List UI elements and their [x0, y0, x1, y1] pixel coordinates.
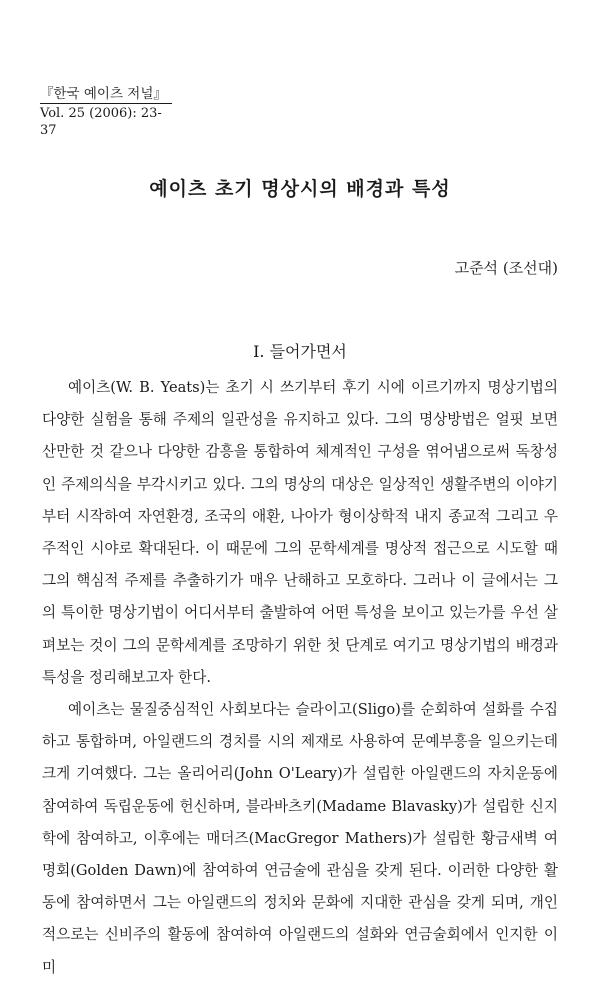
journal-header: [40, 86, 172, 139]
paper-title: 예이츠 초기 명상시의 배경과 특성: [149, 178, 451, 200]
paragraph-1: 예이츠(W. B. Yeats)는 초기 시 쓰기부터 후기 시에 이르기까지 명상기법의 다양한 실험을 통해 주제의 일관성을 유지하고 있다. 그의 명상방법은 얼핏 보면 산만한 것 같으나 다양한 감흥을 통합하여 체계적인 구성을 엮어냄으로써 독창성인 주제의식을 부각시키고 있다. 그의 명상의 대상은 일상적인 생활주변의 이야기부터 시작하여 자연환경, 조국의 애환, 나아가 형이상학적 내지 종교적 그리고 우주적인 시야로 확대된다. 이 때문에 그의 문학세계를 명상적 접근으로 시도할 때 그의 핵심적 주제를 추출하기가 매우 난해하고 모호하다. 그러나 이 글에서는 그의 특이한 명상기법이 어디서부터 출발하여 어떤 특성을 보이고 있는가를 우선 살펴보는 것이 그의 문학세계를 조망하기 위한 첫 단계로 여기고 명상기법의 배경과 특성을 정리해보고자 한다.: [42, 379, 558, 686]
journal-volume: Vol. 25 (2006): 23-37: [40, 103, 172, 139]
journal-name: 『한국 예이츠 저널』: [40, 86, 167, 102]
section-heading: I. 들어가면서: [253, 342, 347, 361]
author-affiliation: 고준석 (조선대): [454, 259, 558, 277]
body-text: [42, 372, 558, 984]
paragraph-2: 예이츠는 물질중심적인 사회보다는 슬라이고(Sligo)를 순회하여 설화를 수집하고 통합하며, 아일랜드의 경치를 시의 제재로 사용하여 문예부흥을 일으키는데 크게 기여했다. 그는 올리어리(John O'Leary)가 설립한 아일랜드의 자치운동에 참여하여 독립운동에 헌신하며, 블라바츠키(Madame Blavasky)가 설립한 신지학에 참여하고, 이후에는 매더즈(MacGregor Mathers)가 설립한 황금새벽 여명회(Golden Dawn)에 참여하여 연금술에 관심을 갖게 된다. 이러한 다양한 활동에 참여하면서 그는 아일랜드의 정치와 문화에 지대한 관심을 갖게 되며, 개인적으로는 신비주의 활동에 참여하여 아일랜드의 설화와 연금술회에서 인지한 이미: [42, 701, 558, 976]
